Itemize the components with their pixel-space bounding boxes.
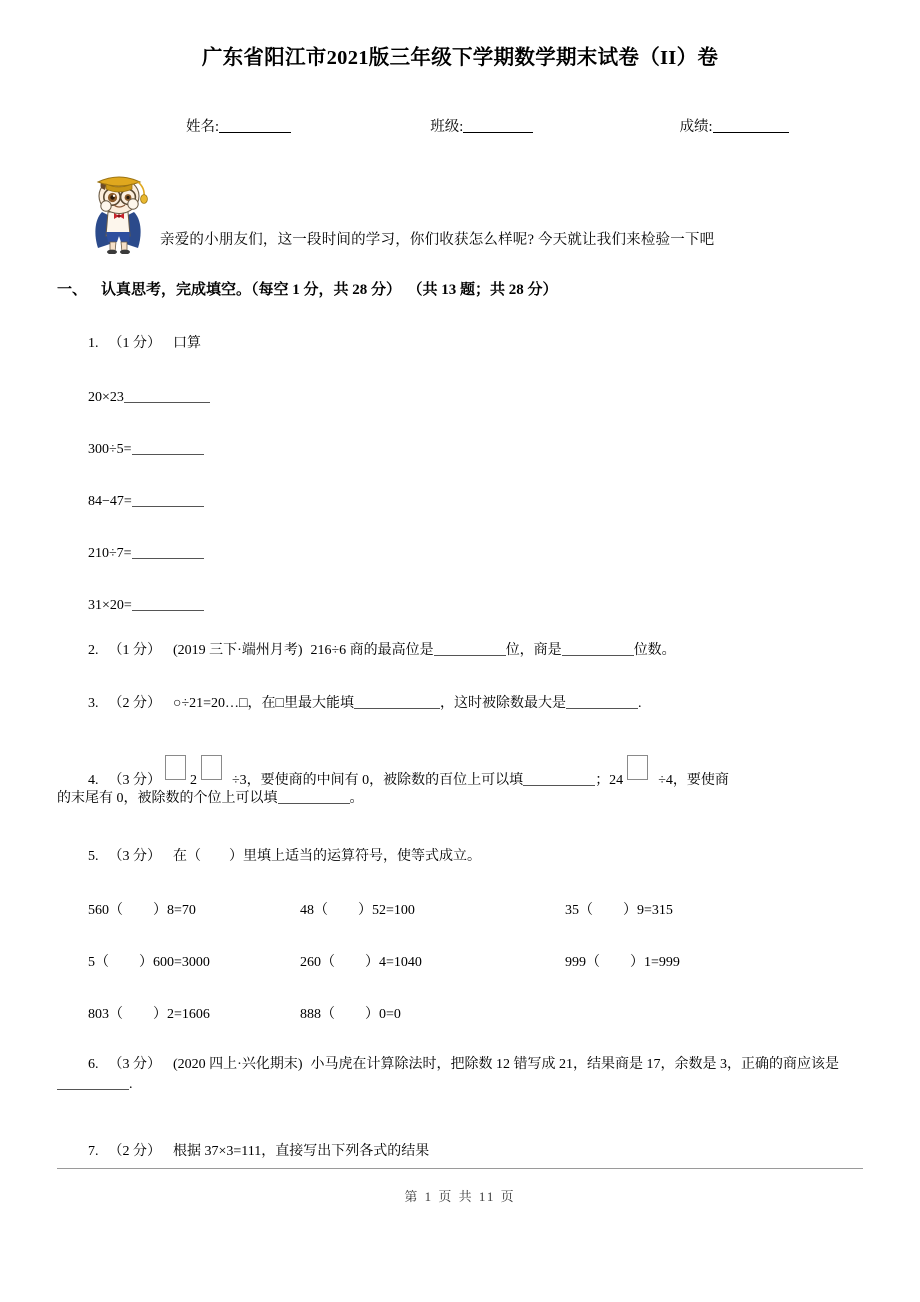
calc-expression: 300÷5=: [88, 442, 132, 457]
equation-right: ）9=315: [623, 903, 673, 918]
question-text-2: 位，商是: [505, 643, 562, 658]
calc-answer-blank[interactable]: [132, 544, 204, 559]
calc-expression: 84−47=: [88, 494, 132, 509]
equation-cell[interactable]: [565, 899, 673, 919]
equation-right: ）1=999: [630, 955, 680, 970]
calc-expression: 20×23: [88, 390, 124, 405]
question-text-3: 位数。: [633, 643, 676, 658]
question-text-2: .: [129, 1077, 133, 1093]
name-label: 姓名:: [186, 119, 220, 135]
equation-cell[interactable]: [300, 951, 422, 971]
question-2: [88, 641, 676, 661]
score-label: 成绩:: [679, 119, 713, 135]
page-title: 广东省阳江市2021版三年级下学期数学期末试卷（II）卷: [201, 47, 719, 69]
empty-digit-box-1[interactable]: [165, 755, 186, 780]
equation-cell[interactable]: [565, 951, 680, 971]
question-score: （3 分）: [108, 849, 161, 864]
equation-left: 999（: [565, 955, 600, 970]
question-text: ÷3，要使商的中间有 0，被除数的百位上可以填: [232, 773, 524, 788]
question-score: （1 分）: [108, 336, 161, 351]
equation-right: ）8=70: [153, 903, 196, 918]
score-blank[interactable]: [713, 118, 789, 134]
equation-right: ）0=0: [365, 1007, 401, 1022]
greeting-text: 亲爱的小朋友们，这一段时间的学习，你们收获怎么样呢? 今天就让我们来检验一下吧: [160, 232, 715, 248]
calc-item-1: [88, 388, 210, 406]
question-text: 小马虎在计算除法时，把除数 12 错写成 21，结果商是 17，余数是 3，正确的商应该是: [310, 1057, 839, 1072]
question-score: （2 分）: [108, 696, 161, 711]
calc-expression: 31×20=: [88, 598, 132, 613]
class-field[interactable]: [430, 115, 533, 136]
equation-right: ）600=3000: [139, 955, 210, 970]
graduate-boy-mascot-icon: [88, 166, 150, 254]
question-score: （3 分）: [108, 773, 161, 788]
question-text: 在（ ）里填上适当的运算符号，使等式成立。: [173, 849, 481, 864]
question-source: (2020 四上·兴化期末): [173, 1057, 303, 1072]
question-1: [88, 334, 201, 354]
question-number: 4.: [88, 773, 99, 788]
class-blank[interactable]: [463, 118, 533, 134]
answer-blank-2[interactable]: [278, 789, 350, 804]
question-number: 5.: [88, 849, 99, 864]
question-text: 216÷6 商的最高位是: [310, 643, 434, 658]
student-info-row: [186, 115, 846, 136]
question-number: 2.: [88, 643, 99, 658]
empty-digit-box-2[interactable]: [201, 755, 222, 780]
question-text: 根据 37×3=111，直接写出下列各式的结果: [173, 1144, 430, 1159]
calc-answer-blank[interactable]: [132, 492, 204, 507]
middle-digit: 2: [190, 773, 197, 788]
question-text-3: ÷4，要使商: [658, 773, 729, 788]
question-score: （3 分）: [108, 1057, 161, 1072]
question-text-5: 。: [349, 791, 364, 806]
question-number: 3.: [88, 696, 99, 711]
class-label: 班级:: [430, 119, 464, 135]
answer-blank-1[interactable]: [434, 641, 506, 656]
score-field[interactable]: [680, 115, 789, 136]
equation-cell[interactable]: [300, 1003, 401, 1023]
question-text-2: ，这时被除数最大是: [439, 696, 566, 711]
question-score: （1 分）: [108, 643, 161, 658]
answer-blank-1[interactable]: [523, 771, 595, 786]
equation-left: 35（: [565, 903, 593, 918]
equation-cell[interactable]: [88, 951, 210, 971]
question-text-3: .: [637, 696, 642, 711]
equation-left: 803（: [88, 1007, 123, 1022]
question-number: 7.: [88, 1144, 99, 1159]
question-number: 6.: [88, 1057, 99, 1072]
question-4-line2: [57, 789, 364, 809]
section-meta: （共 13 题；共 28 分）: [415, 282, 558, 298]
equation-cell[interactable]: [88, 1003, 210, 1023]
equation-right: ）2=1606: [153, 1007, 210, 1022]
calc-expression: 210÷7=: [88, 546, 132, 561]
question-5: [88, 847, 481, 867]
equation-left: 260（: [300, 955, 335, 970]
equation-right: ）52=100: [358, 903, 415, 918]
empty-digit-box-3[interactable]: [627, 755, 648, 780]
answer-blank-2[interactable]: [562, 641, 634, 656]
calc-item-4: [88, 544, 204, 562]
question-text-2: ；24: [595, 773, 624, 788]
question-text-4: 的末尾有 0，被除数的个位上可以填: [57, 791, 278, 806]
name-field[interactable]: [186, 115, 291, 136]
question-source: (2019 三下·端州月考): [173, 643, 303, 658]
equation-right: ）4=1040: [365, 955, 422, 970]
calc-item-2: [88, 440, 204, 458]
question-4: [88, 755, 729, 791]
answer-blank[interactable]: [57, 1075, 129, 1090]
equation-left: 560（: [88, 903, 123, 918]
question-text: ○÷21=20…□，在□里最大能填: [173, 696, 354, 711]
calc-answer-blank[interactable]: [132, 440, 204, 455]
equation-left: 48（: [300, 903, 328, 918]
footer-divider: [57, 1168, 863, 1169]
question-number: 1.: [88, 336, 99, 351]
section-number: 一、: [57, 282, 88, 298]
calc-item-3: [88, 492, 204, 510]
calc-item-5: [88, 596, 204, 614]
equation-cell[interactable]: [88, 899, 196, 919]
equation-cell[interactable]: [300, 899, 415, 919]
section-title: 认真思考，完成填空。（每空 1 分，共 28 分）: [101, 282, 402, 298]
footer-page-number: 第 1 页 共 11 页: [404, 1189, 516, 1204]
question-6: [57, 1055, 867, 1096]
equation-left: 888（: [300, 1007, 335, 1022]
equation-left: 5（: [88, 955, 109, 970]
name-blank[interactable]: [219, 118, 291, 134]
question-3: [88, 694, 641, 714]
question-7: [88, 1142, 429, 1162]
calc-answer-blank[interactable]: [132, 596, 204, 611]
section-heading: [57, 278, 558, 299]
answer-blank-1[interactable]: [354, 694, 440, 709]
question-text: 口算: [173, 336, 201, 351]
answer-blank-2[interactable]: [566, 694, 638, 709]
question-score: （2 分）: [108, 1144, 161, 1159]
calc-answer-blank[interactable]: [124, 388, 210, 403]
